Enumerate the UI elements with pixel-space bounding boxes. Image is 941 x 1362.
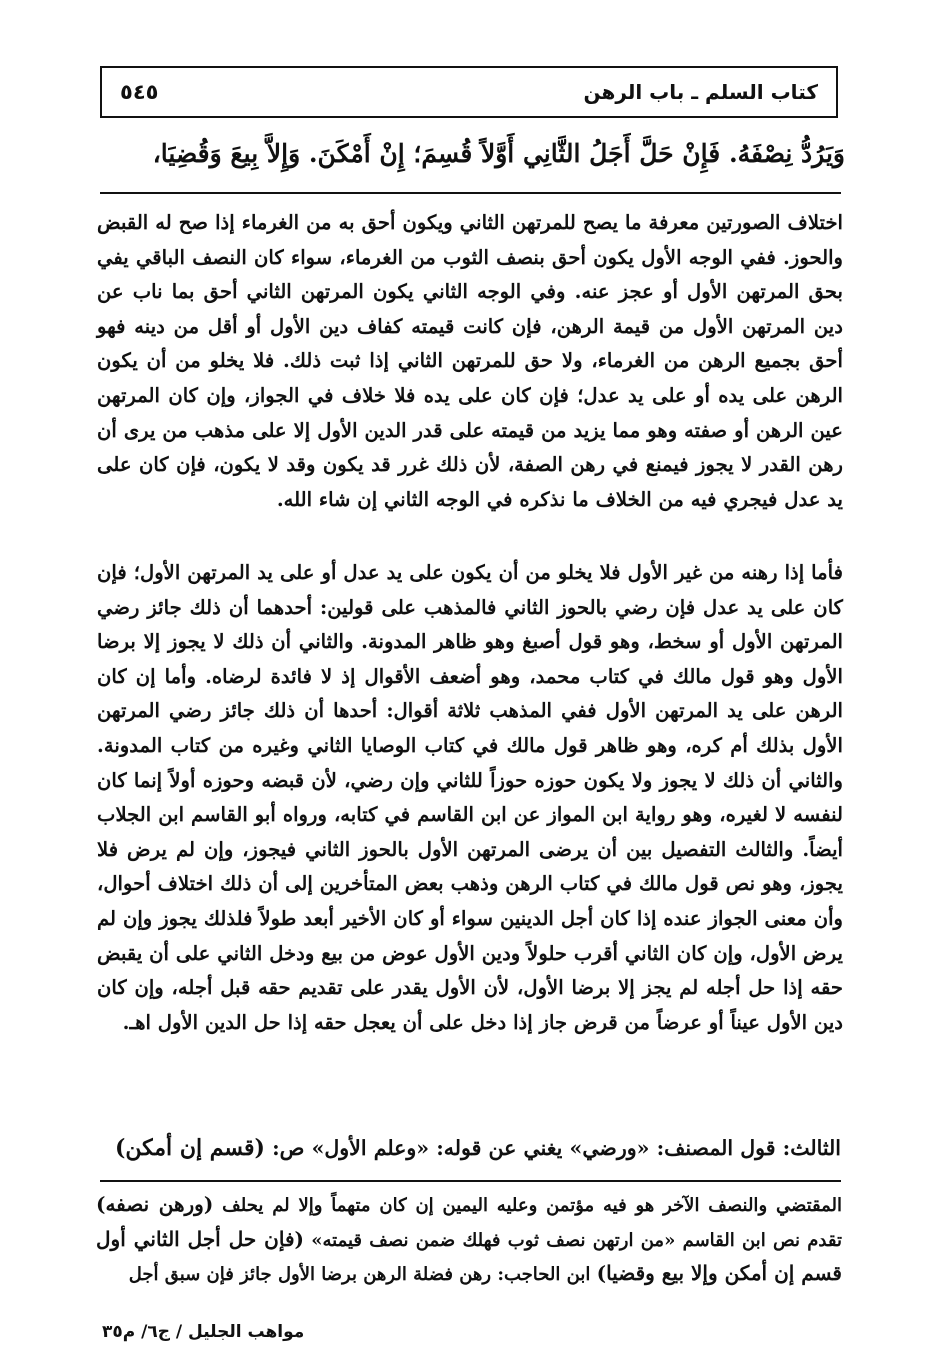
commentary-paragraph-2 [97,556,843,1040]
footnote-text-3: ابن الحاجب: رهن فضلة الرهن برضا الأول جائز فإن سبق أجل [128,1264,591,1285]
paragraph-text: اختلاف الصورتين معرفة ما يصح للمرتهن الثاني ويكون أحق به من الغرماء إذا صح له القبض والحوز. ففي الوجه الأول يكون أحق بنصف الثوب من الغرماء، سواء كان النصف الباقي يفي بحق المرتهن الأول أو عجز عنه. وفي الوجه الثاني يكون المرتهن الثاني أحق بما ناب عن دين المرتهن الأول من قيمة الرهن، فإن كانت قيمته كفاف دين الأول أو أقل من دينه فهو أحق بجميع الرهن من الغرماء، ولا حق للمرتهن الثاني إذا ثبت ذلك. فلا يخلو من أن يكون الرهن على يده أو على يد عدل؛ فإن كان على يده فلا خلاف في الجواز، وإن كان المرتهن عين الرهن أو صفته وهو مما يزيد من قيمته على قدر الدين الأول إلا على مذهب من يرى أن رهن القدر لا يجوز فيمنع في رهن الصفة، لأن ذلك غرر قد يكون وقد لا يكون، فإن كان على يد عدل فيجري فيه من الخلاف ما نذكره في الوجه الثاني إن شاء الله. [97,211,843,511]
main-text-matn: وَيَرُدُّ نِصْفَهُ. فَإِنْ حَلَّ أَجَلُ الثَّانِي أَوَّلاً قُسِمَ؛ إِنْ أَمْكَنَ. وَإِلاَّ بِيعَ وَقُضِيَا، [152,139,845,168]
third-note-text: الثالث: قول المصنف: «ورضي» يغني عن قوله: «وعلم الأول» ص: [272,1136,841,1160]
running-header [100,66,838,118]
page-number: ٥٤٥ [120,80,159,104]
paragraph-text: فأما إذا رهنه من غير الأول فلا يخلو من أن يكون على يد عدل أو على يد المرتهن الأول؛ فإن كان على يد عدل فإن رضي بالحوز الثاني فالمذهب على قولين: أحدهما أن ذلك جائز رضي المرتهن الأول أو سخط، وهو قول أصبغ وهو ظاهر المدونة. والثاني أن ذلك لا يجوز إلا برضا الأول وهو قول مالك في كتاب محمد، وهو أضعف الأقوال إذ لا فائدة لرضاه. وأما إن كان الرهن على يد المرتهن الأول ففي المذهب ثلاثة أقوال: أحدها أن ذلك جائز رضي المرتهن الأول بذلك أم كره، وهو ظاهر قول مالك في كتاب الوصايا الثاني وغيره من كتاب المدونة. والثاني أن ذلك لا يجوز ولا يكون حوزه حوزاً للثاني وإن رضي، لأن قبضه وحوزه أولاً إنما كان لنفسه لا لغيره، وهو رواية ابن المواز عن ابن القاسم في كتابه، ورواه أبو القاسم ابن الجلاب أيضاً. والثالث التفصيل بين أن يرضى المرتهن الأول بالحوز الثاني فيجوز، وإن لم يرض فلا يجوز، وهو نص قول مالك في كتاب الرهن وذهب بعض المتأخرين إلى أن ذلك اختلاف أحوال، وأن معنى الجواز عنده إذا كان أجل الدينين سواء أو كان الأخير أبعد طولاً فلذلك يجوز وإن لم يرض الأول، وإن كان الثاني أقرب حلولاً ودين الأول عوض من بيع ودخل الثاني على أن يقبض حقه إذا حل أجله لم يجز إلا برضا الأول، لأن الأول يقدر على تقديم حقه قبل أجله، وإن كان دين الأول عيناً أو عرضاً من قرض جاز إذا دخل على أن يعجل حقه إذا حل الدين الأول اهـ. [97,561,843,1034]
chapter-title: كتاب السلم ـ باب الرهن [583,80,818,104]
footnote-divider [100,1180,841,1182]
footnote-text-2: تقدم نص ابن القاسم «من ارتهن نصف ثوب فهلك ضمن نصف قيمته» [311,1229,842,1251]
volume-signature: مواهب الجليل / ج٦/ م٣٥ [102,1322,305,1342]
footnote-block [96,1188,842,1292]
third-note-line [96,1130,841,1166]
commentary-paragraph-1 [97,206,843,517]
footnote-text-1: المقتضي والنصف الآخر هو فيه مؤتمن وعليه اليمين إن كان متهماً وإلا لم يحلف [222,1195,842,1216]
footnote-quote-2: (فإن حل أجل الثاني أول قسم إن أمكن وإلا بيع وقضيا) [96,1226,842,1285]
third-note-quote: (قسم إن أمكن) [114,1135,265,1161]
matn-divider [100,192,841,194]
footnote-quote-1: (ورهن نصفه) [96,1192,214,1216]
